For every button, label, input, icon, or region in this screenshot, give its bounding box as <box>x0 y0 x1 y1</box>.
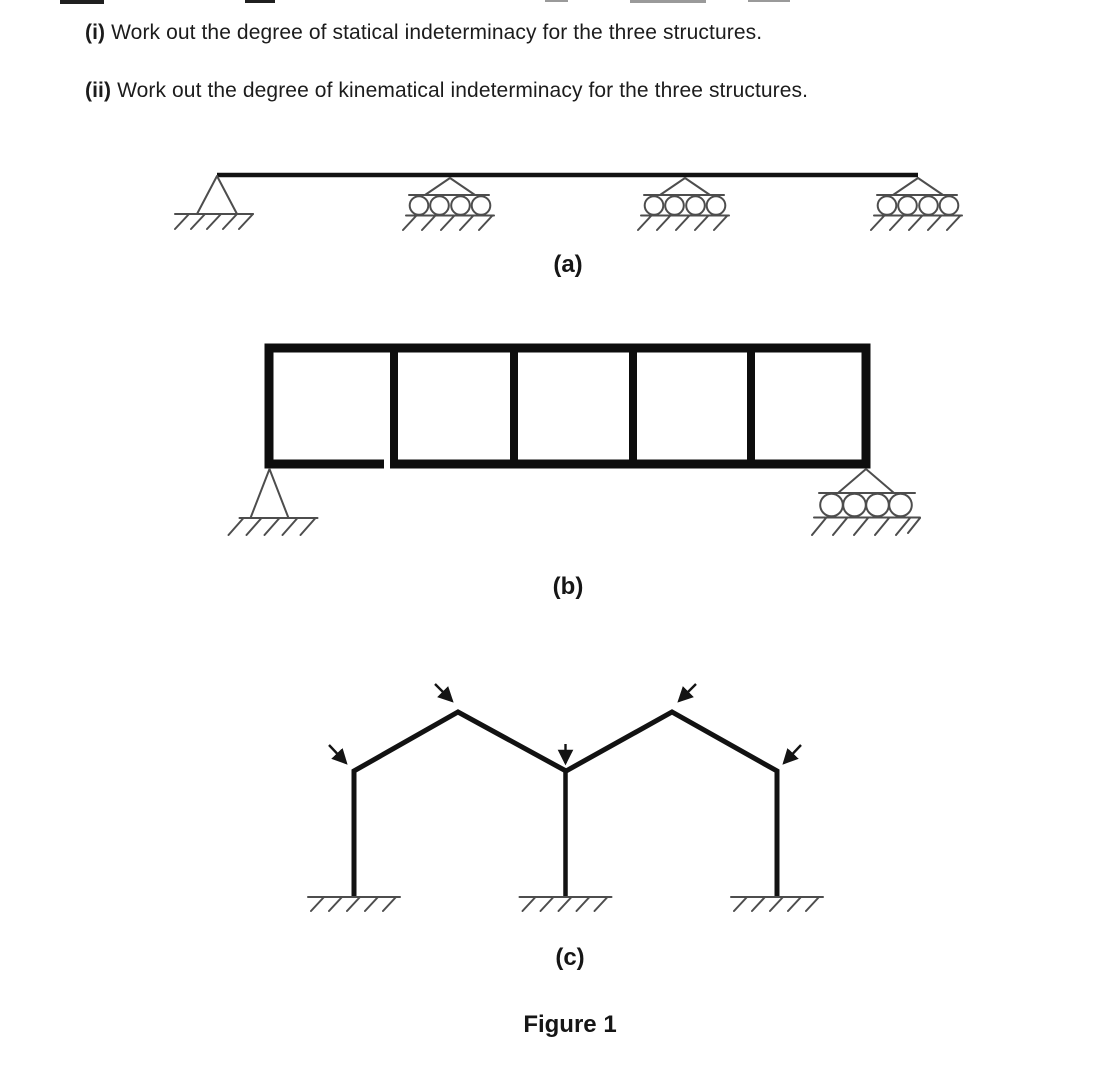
roller-support-icon <box>403 178 494 230</box>
question-ii-text: Work out the degree of kinematical indeterminacy for the three structures. <box>117 79 809 102</box>
scan-gap-artifact <box>384 458 390 469</box>
roller-support-icon <box>812 469 920 535</box>
structure-b <box>229 344 921 535</box>
hinge-arrow-icon <box>679 684 696 701</box>
figure-caption: Figure 1 <box>523 1011 617 1038</box>
question-i-marker: (i) <box>85 21 106 44</box>
fixed-support-icon <box>731 897 823 911</box>
hinge-arrow-icon <box>329 745 346 763</box>
pin-support-icon <box>175 176 253 229</box>
hinge-arrow-icon <box>784 745 801 763</box>
subfigure-label-c: (c) <box>555 944 585 971</box>
pin-support-icon <box>229 469 318 535</box>
roller-support-icon <box>871 178 962 230</box>
fixed-support-icon <box>520 897 612 911</box>
structure-c <box>308 684 823 911</box>
roller-support-icon <box>638 178 729 230</box>
subfigure-label-b: (b) <box>552 573 584 600</box>
fixed-support-icon <box>308 897 400 911</box>
question-i-text: Work out the degree of statical indeterminacy for the three structures. <box>111 21 763 44</box>
subfigure-label-a: (a) <box>553 251 583 278</box>
question-ii-marker: (ii) <box>85 79 112 102</box>
structure-a <box>175 175 962 230</box>
hinge-arrow-icon <box>435 684 452 701</box>
frame-outline <box>269 348 866 464</box>
